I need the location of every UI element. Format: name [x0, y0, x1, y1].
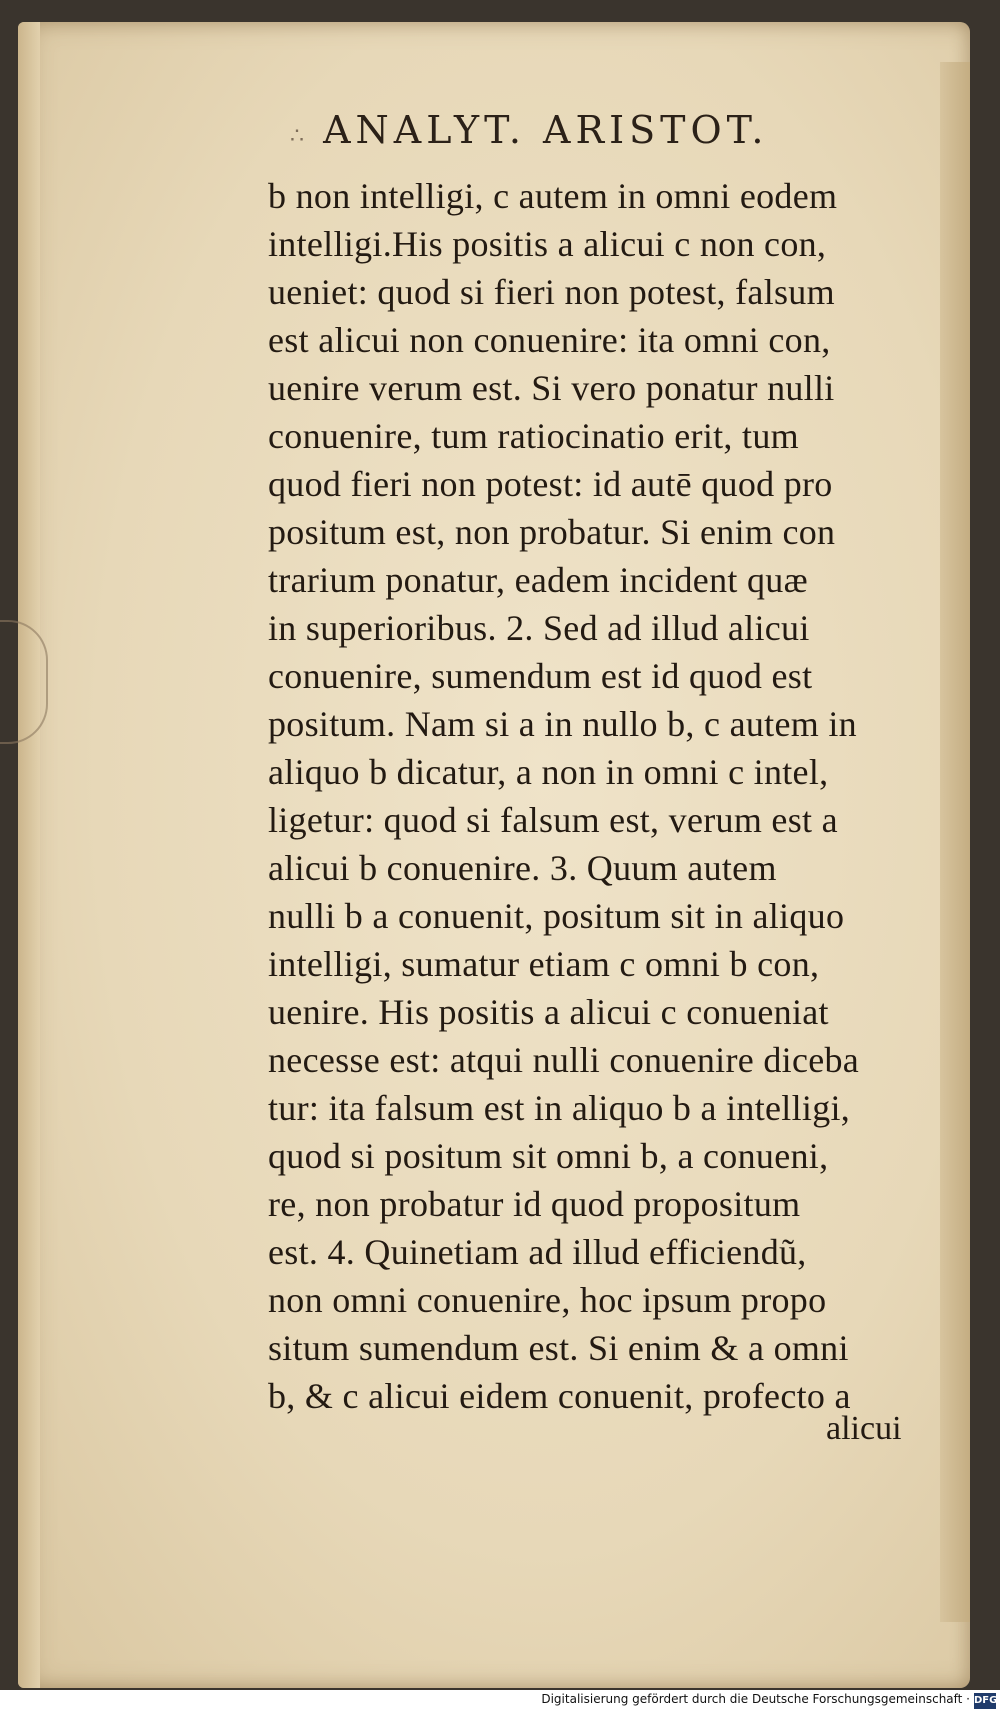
page-gutter — [18, 22, 40, 1688]
text-line: conuenire, sumendum est id quod est — [268, 656, 813, 696]
text-line: in superioribus. 2. Sed ad illud alicui — [268, 608, 810, 648]
text-line: ueniet: quod si fieri non potest, falsum — [268, 272, 835, 312]
text-line: est alicui non conuenire: ita omni con, — [268, 320, 831, 360]
body-text — [268, 172, 928, 1420]
text-line: nulli b a conuenit, positum sit in aliquo — [268, 896, 845, 936]
text-line: b non intelligi, c autem in omni eodem — [268, 176, 838, 216]
text-line: non omni conuenire, hoc ipsum propo — [268, 1280, 827, 1320]
footer-credit: Digitalisierung gefördert durch die Deutsche Forschungsgemeinschaft · — [541, 1692, 970, 1706]
text-line: intelligi, sumatur etiam c omni b con, — [268, 944, 820, 984]
running-head-text: ANALYT. ARISTOT. — [323, 108, 769, 152]
text-line: intelligi.His positis a alicui c non con, — [268, 224, 827, 264]
text-line: tur: ita falsum est in aliquo b a intelligi, — [268, 1088, 851, 1128]
dfg-logo-icon[interactable]: DFG — [974, 1693, 996, 1709]
text-line: est. 4. Quinetiam ad illud efficiendũ, — [268, 1232, 807, 1272]
text-line: necesse est: atqui nulli conuenire diceba — [268, 1040, 860, 1080]
text-line: positum est, non probatur. Si enim con — [268, 512, 836, 552]
footer-bar — [0, 1690, 1000, 1714]
page-clip-mark — [0, 620, 48, 744]
text-line: re, non probatur id quod propositum — [268, 1184, 801, 1224]
adjacent-page-edge — [940, 62, 970, 1622]
catchword: alicui — [826, 1410, 902, 1447]
text-line: quod fieri non potest: id autē quod pro — [268, 464, 833, 504]
text-line: aliquo b dicatur, a non in omni c intel, — [268, 752, 829, 792]
text-line: quod si positum sit omni b, a conueni, — [268, 1136, 829, 1176]
text-line: conuenire, tum ratiocinatio erit, tum — [268, 416, 799, 456]
text-line: positum. Nam si a in nullo b, c autem in — [268, 704, 857, 744]
text-line: ligetur: quod si falsum est, verum est a — [268, 800, 838, 840]
running-head — [290, 108, 890, 158]
text-line: b, & c alicui eidem conuenit, profecto a — [268, 1376, 851, 1416]
text-line: trarium ponatur, eadem incident quæ — [268, 560, 808, 600]
text-line: situm sumendum est. Si enim & a omni — [268, 1328, 849, 1368]
header-ornament: ∴ — [290, 124, 306, 149]
text-line: alicui b conuenire. 3. Quum autem — [268, 848, 777, 888]
text-line: uenire. His positis a alicui c conueniat — [268, 992, 829, 1032]
text-line: uenire verum est. Si vero ponatur nulli — [268, 368, 835, 408]
